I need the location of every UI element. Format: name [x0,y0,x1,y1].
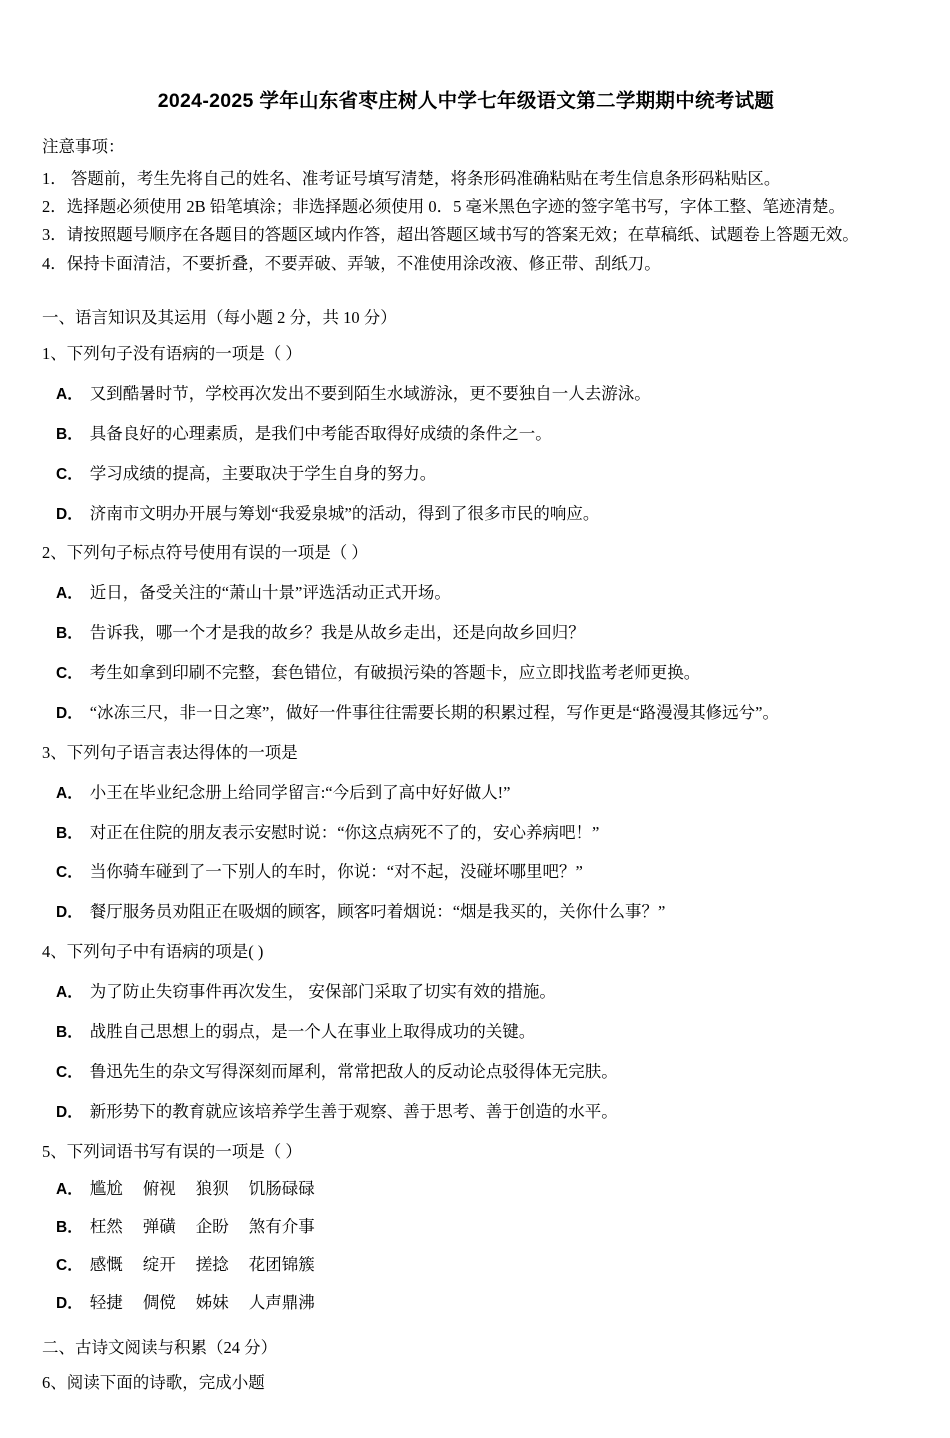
word: 花团锦簇 [248,1255,315,1275]
question-stem-4: 4、下列句子中有语病的项是( ) [42,942,264,962]
option-label: D． [56,505,83,523]
option-text: 新形势下的教育就应该培养学生善于观察、善于思考、善于创造的水平。 [89,1101,618,1121]
word: 企盼 [195,1217,229,1237]
option-text: 战胜自己思想上的弱点，是一个人在事业上取得成功的关键。 [89,1021,536,1041]
question-2-option-b [56,619,890,648]
notice-item-3: 3．请按照题号顺序在各题目的答题区域内作答，超出答题区域书写的答案无效；在草稿纸、试题卷上答题无效。 [42,225,859,245]
notice-item-4: 4．保持卡面清洁，不要折叠，不要弄破、弄皱，不准使用涂改液、修正带、刮纸刀。 [42,253,661,273]
option-label: A． [56,984,83,1002]
option-text: 鲁迅先生的杂文写得深刻而犀利，常常把敌人的反动论点驳得体无完肤。 [89,1061,618,1081]
word: 俯视 [142,1179,176,1199]
option-text: 告诉我，哪一个才是我的故乡？我是从故乡走出，还是向故乡回归？ [89,623,585,643]
word: 搓捻 [195,1255,229,1275]
notice-item-2: 2．选择题必须使用 2B 铅笔填涂；非选择题必须使用 0．5 毫米黑色字迹的签字笔书写，字体工整、笔迹清楚。 [42,196,846,216]
question-1-option-a [56,380,890,409]
question-1-option-c [56,460,890,489]
option-text: 济南市文明办开展与筹划“我爱泉城”的活动，得到了很多市民的响应。 [89,503,600,523]
notice-heading: 注意事项： [42,137,125,157]
question-5-option-b [56,1213,890,1242]
option-words-c [90,1255,335,1274]
question-stem-3: 3、下列句子语言表达得体的一项是 [42,742,298,762]
option-text: 考生如拿到印刷不完整，套色错位，有破损污染的答题卡，应立即找监考老师更换。 [89,663,701,683]
question-3-option-b [56,819,890,848]
question-4-option-a [56,978,890,1007]
question-stem-6: 6、阅读下面的诗歌，完成小题 [42,1372,265,1392]
option-label: A． [56,585,83,603]
question-5-option-c [56,1251,890,1280]
option-label: C． [56,1257,83,1275]
option-text: 具备良好的心理素质，是我们中考能否取得好成绩的条件之一。 [89,423,552,443]
option-text: “冰冻三尺，非一日之寒”，做好一件事往往需要长期的积累过程，写作更是“路漫漫其修远兮”。 [89,702,779,722]
question-2-option-d [56,699,890,728]
section-one-heading: 一、语言知识及其运用（每小题 2 分，共 10 分） [42,308,397,328]
word: 弹磺 [142,1217,176,1237]
option-text: 小王在毕业纪念册上给同学留言:“今后到了高中好好做人!” [89,782,511,802]
question-2-option-a [56,579,890,608]
question-3-option-d [56,898,890,927]
question-4-option-d [56,1098,890,1127]
word: 人声鼎沸 [248,1293,315,1313]
option-label: C． [56,465,83,483]
option-label: D． [56,704,83,722]
option-label: C． [56,864,83,882]
word: 饥肠碌碌 [248,1179,315,1199]
option-label: C． [56,665,83,683]
question-2-option-c [56,659,890,688]
question-5-option-a [56,1175,890,1204]
word: 狼狈 [195,1179,229,1199]
word: 煞有介事 [248,1217,315,1237]
option-text: 当你骑车碰到了一下别人的车时，你说：“对不起，没碰坏哪里吧？” [89,862,583,882]
question-1-option-b [56,420,890,449]
word: 倜傥 [142,1293,176,1313]
option-label: A． [56,385,83,403]
option-text: 又到酷暑时节，学校再次发出不要到陌生水域游泳，更不要独自一人去游泳。 [89,383,651,403]
option-words-b [90,1217,335,1236]
option-label: B． [56,1219,83,1237]
option-text: 近日，备受关注的“萧山十景”评选活动正式开场。 [89,583,451,603]
option-label: A． [56,1181,83,1199]
word: 感慨 [89,1255,123,1275]
question-stem-2: 2、下列句子标点符号使用有误的一项是（ ） [42,543,368,563]
question-4-option-c [56,1058,890,1087]
option-label: B． [56,824,83,842]
page-title: 2024-2025 学年山东省枣庄树人中学七年级语文第二学期期中统考试题 [157,90,775,112]
option-label: B． [56,425,83,443]
option-label: D． [56,1103,83,1121]
option-label: B． [56,625,83,643]
word: 姊妹 [195,1293,229,1313]
section-two-heading: 二、古诗文阅读与积累（24 分） [42,1337,278,1357]
question-stem-5: 5、下列词语书写有误的一项是（ ） [42,1141,302,1161]
word: 绽开 [142,1255,176,1275]
option-text: 学习成绩的提高，主要取决于学生自身的努力。 [89,463,437,483]
question-1-option-d [56,500,890,529]
word: 轻捷 [89,1293,123,1313]
option-text: 为了防止失窃事件再次发生， 安保部门采取了切实有效的措施。 [89,982,556,1002]
question-3-option-a [56,779,890,808]
option-label: D． [56,1295,83,1313]
option-text: 对正在住院的朋友表示安慰时说：“你这点病死不了的，安心养病吧！” [89,822,600,842]
option-words-d [90,1293,335,1312]
question-3-option-c [56,858,890,887]
option-label: C． [56,1063,83,1081]
option-label: D． [56,904,83,922]
option-text: 餐厅服务员劝阻正在吸烟的顾客，顾客叼着烟说：“烟是我买的，关你什么事？” [89,902,666,922]
word: 尴尬 [89,1179,123,1199]
question-stem-1: 1、下列句子没有语病的一项是（ ） [42,344,302,364]
question-5-option-d [56,1289,890,1318]
option-words-a [90,1179,335,1198]
option-label: A． [56,784,83,802]
notice-item-1: 1． 答题前，考生先将自己的姓名、准考证号填写清楚，将条形码准确粘贴在考生信息条形码粘贴区。 [42,168,781,188]
option-label: B． [56,1023,83,1041]
question-4-option-b [56,1018,890,1047]
word: 枉然 [89,1217,123,1237]
